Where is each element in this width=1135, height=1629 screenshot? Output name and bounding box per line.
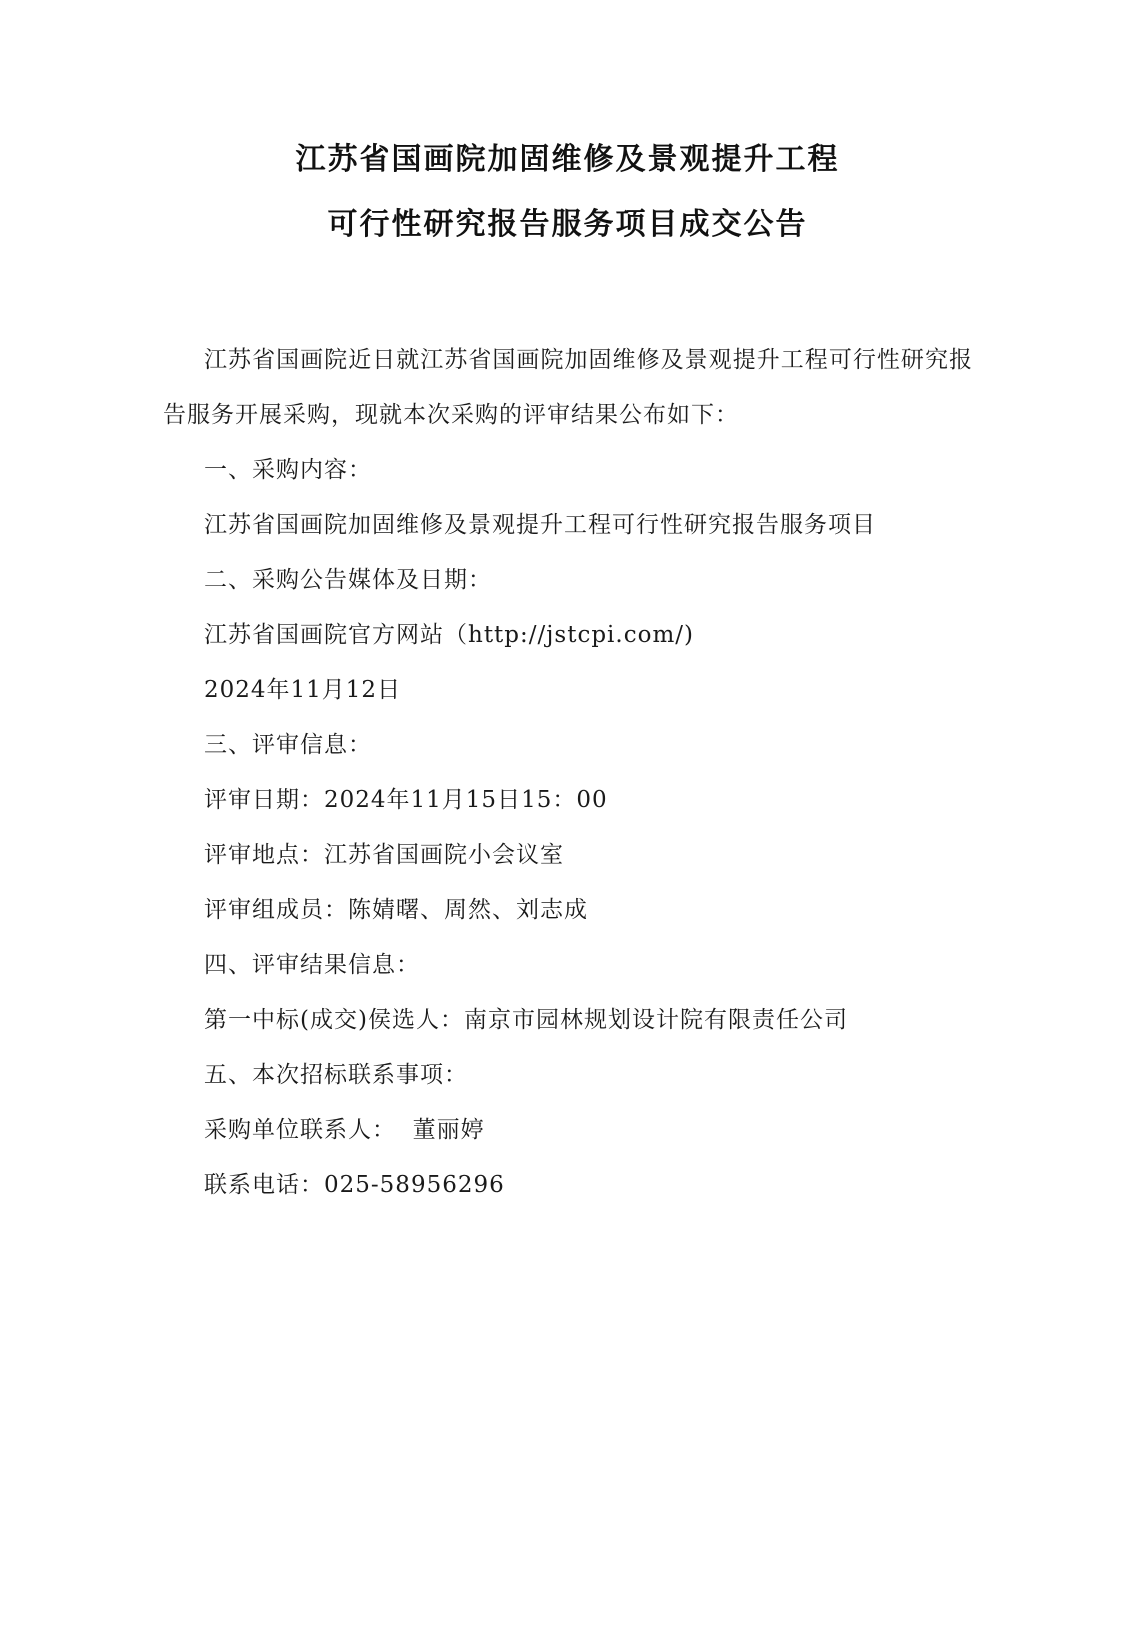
title-line-2: 可行性研究报告服务项目成交公告 [327,207,808,242]
section-2-date: 2024年11月12日 [204,677,402,703]
section-4-heading: 四、评审结果信息： [204,952,420,978]
section-2-heading: 二、采购公告媒体及日期： [204,567,492,593]
section-1-heading: 一、采购内容： [204,457,372,483]
title-line-1: 江苏省国画院加固维修及景观提升工程 [295,142,840,177]
section-5-heading: 五、本次招标联系事项： [204,1062,468,1088]
intro-paragraph: 江苏省国画院近日就江苏省国画院加固维修及景观提升工程可行性研究报告服务开展采购，现就本次采购的评审结果公布如下： [163,347,973,428]
section-4-candidate: 第一中标(成交)侯选人：南京市园林规划设计院有限责任公司 [204,1007,848,1033]
section-3-review-location: 评审地点：江苏省国画院小会议室 [204,842,564,868]
section-3-review-members: 评审组成员：陈婧曙、周然、刘志成 [204,897,588,923]
section-1-content: 江苏省国画院加固维修及景观提升工程可行性研究报告服务项目 [204,512,876,538]
section-3-review-date: 评审日期：2024年11月15日15：00 [204,787,608,813]
section-3-heading: 三、评审信息： [204,732,372,758]
section-2-media: 江苏省国画院官方网站（http://jstcpi.com/) [204,622,694,648]
document-body [163,333,973,1213]
section-5-phone: 联系电话：025-58956296 [204,1172,505,1198]
section-5-contact-person: 采购单位联系人： 董丽婷 [204,1117,485,1143]
